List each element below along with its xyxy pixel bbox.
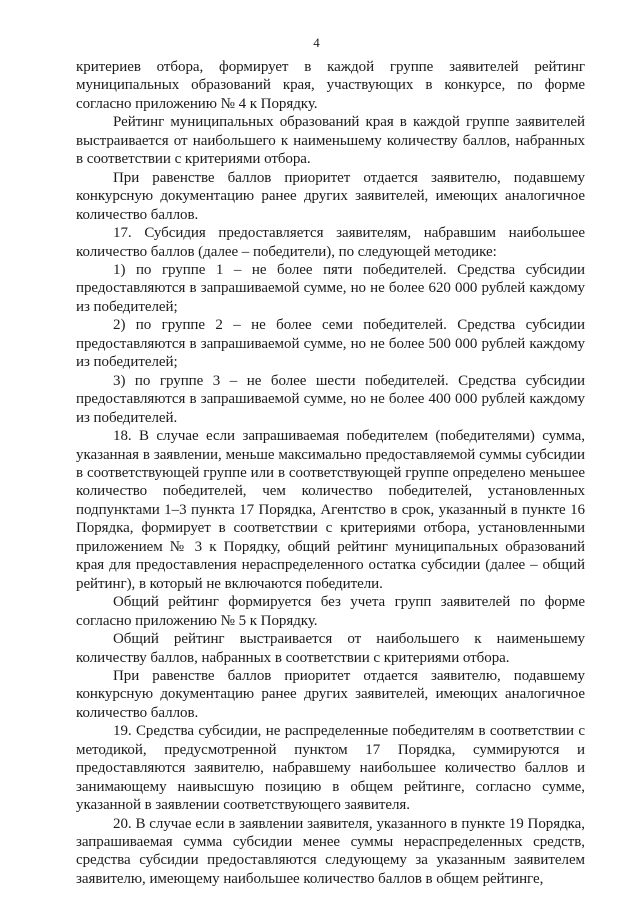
- paragraph-group-1: 1) по группе 1 – не более пяти победителей. Средства субсидии предоставляются в запрашиваемой сумме, но не более 620 000 рублей каждому из победителей;: [76, 261, 585, 315]
- paragraph-general-rating-form: Общий рейтинг формируется без учета групп заявителей по форме согласно приложению № 5 к Порядку.: [76, 594, 585, 629]
- paragraph-rating-order: Рейтинг муниципальных образований края в каждой группе заявителей выстраивается от наибольшего к наименьшему количеству баллов, набранных в соответствии с критериями отбора.: [76, 114, 585, 168]
- paragraph-item-19: 19. Средства субсидии, не распределенные победителям в соответствии с методикой, предусмотренной пунктом 17 Порядка, суммируются и предоставляются заявителю, набравшему наибольшее количество баллов и занимающему наивысшую позицию в общем рейтинге, согласно сумме, указанной в заявлении соответствующего заявителя.: [76, 723, 585, 814]
- paragraph-general-rating-order: Общий рейтинг выстраивается от наибольшего к наименьшему количеству баллов, набранных в соответствии с критериями отбора.: [76, 631, 585, 666]
- paragraph-item-20: 20. В случае если в заявлении заявителя, указанного в пункте 19 Порядка, запрашиваемая сумма субсидии менее суммы нераспределенных средств, средства субсидии предоставляются следующему за указанным заявителем заявителю, имеющему наибольшее количество баллов в общем рейтинге,: [76, 815, 585, 887]
- page-number: 4: [313, 35, 320, 50]
- paragraph-equal-points-general: При равенстве баллов приоритет отдается заявителю, подавшему конкурсную документацию ранее других заявителей, имеющих аналогичное количество баллов.: [76, 667, 585, 721]
- paragraph-group-3: 3) по группе 3 – не более шести победителей. Средства субсидии предоставляются в запрашиваемой сумме, но не более 400 000 рублей каждому из победителей.: [76, 372, 585, 426]
- paragraph-continuation: критериев отбора, формирует в каждой группе заявителей рейтинг муниципальных образований края, участвующих в конкурсе, по форме согласно приложению № 4 к Порядку.: [76, 59, 585, 112]
- paragraph-item-18: 18. В случае если запрашиваемая победителем (победителями) сумма, указанная в заявлении, меньше максимально предоставляемой суммы субсидии в соответствующей группе или в соответствующей группе определено меньшее количество победителей, чем количество победителей, установленных подпунктами 1–3 пункта 17 Порядка, Агентство в срок, указанный в пункте 16 Порядка, формирует в соответствии с критериями отбора, установленными приложением № 3 к Порядку, общий рейтинг муниципальных образований края для предоставления нераспределенного остатка субсидии (далее – общий рейтинг), в который не включаются победители.: [76, 428, 585, 592]
- paragraph-group-2: 2) по группе 2 – не более семи победителей. Средства субсидии предоставляются в запрашиваемой сумме, но не более 500 000 рублей каждому из победителей;: [76, 317, 585, 371]
- paragraph-equal-points: При равенстве баллов приоритет отдается заявителю, подавшему конкурсную документацию ранее других заявителей, имеющих аналогичное количество баллов.: [76, 169, 585, 223]
- document-body: [76, 58, 585, 888]
- paragraph-item-17: 17. Субсидия предоставляется заявителям, набравшим наибольшее количество баллов (далее – победители), по следующей методике:: [76, 225, 585, 260]
